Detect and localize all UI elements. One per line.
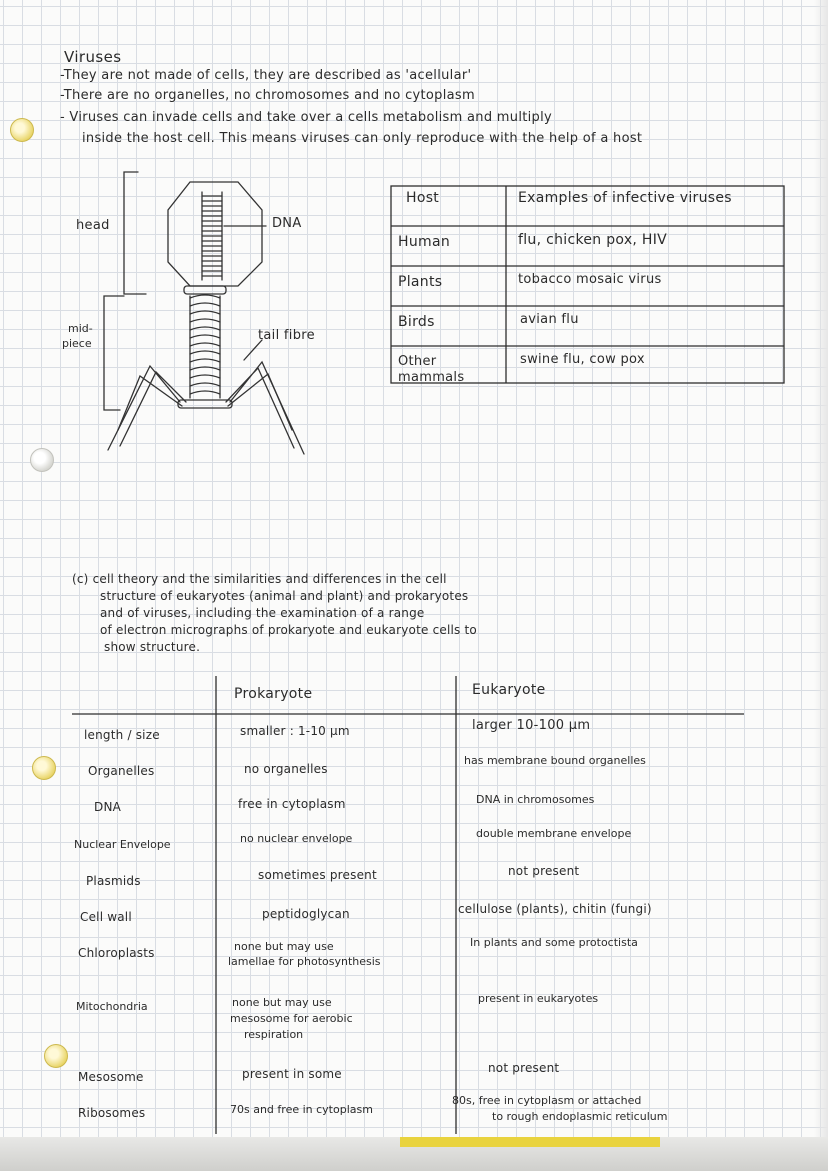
row-prokaryote-chloroplasts-2: lamellae for photosynthesis — [228, 955, 381, 968]
label-mid-piece-1: mid- — [68, 322, 93, 335]
row-prokaryote-mitochondria-2: mesosome for aerobic — [230, 1012, 353, 1025]
row-eukaryote-length: larger 10-100 µm — [472, 718, 591, 733]
host-row-4-viruses: swine flu, cow pox — [520, 352, 645, 367]
row-feature-organelles: Organelles — [88, 764, 155, 778]
label-tail-fibre: tail fibre — [258, 328, 315, 343]
row-feature-cell-wall: Cell wall — [80, 910, 132, 924]
row-eukaryote-organelles: has membrane bound organelles — [464, 754, 646, 767]
host-row-3-host: Birds — [398, 314, 435, 330]
label-mid-piece-2: piece — [62, 337, 92, 350]
label-head: head — [76, 218, 110, 233]
host-row-1-host: Human — [398, 234, 450, 250]
comparison-header-prokaryote: Prokaryote — [234, 686, 313, 702]
bullet-2: -There are no organelles, no chromosomes and no cytoplasm — [60, 88, 475, 103]
row-prokaryote-mitochondria-3: respiration — [244, 1028, 304, 1041]
row-feature-mesosome: Mesosome — [78, 1070, 144, 1084]
row-eukaryote-mitochondria: present in eukaryotes — [478, 992, 599, 1005]
row-eukaryote-nuclear-envelope: double membrane envelope — [476, 827, 632, 840]
host-row-3-viruses: avian flu — [520, 312, 579, 327]
row-prokaryote-dna: free in cytoplasm — [238, 797, 346, 811]
host-row-2-viruses: tobacco mosaic virus — [518, 272, 662, 287]
row-prokaryote-mitochondria-1: none but may use — [232, 996, 332, 1009]
row-prokaryote-mesosome: present in some — [242, 1067, 342, 1081]
row-feature-dna: DNA — [94, 800, 122, 814]
row-eukaryote-dna: DNA in chromosomes — [476, 793, 595, 806]
row-prokaryote-length: smaller : 1-10 µm — [240, 724, 350, 738]
bullet-3-continued: inside the host cell. This means viruses can only reproduce with the help of a host — [82, 131, 643, 146]
objective-line-4: of electron micrographs of prokaryote and eukaryote cells to — [100, 623, 477, 637]
row-prokaryote-organelles: no organelles — [244, 762, 328, 776]
bullet-3: - Viruses can invade cells and take over a cells metabolism and multiply — [60, 110, 552, 125]
row-feature-ribosomes: Ribosomes — [78, 1106, 146, 1120]
row-eukaryote-mesosome: not present — [488, 1061, 560, 1075]
row-eukaryote-ribosomes-1: 80s, free in cytoplasm or attached — [452, 1094, 642, 1107]
row-eukaryote-chloroplasts: In plants and some protoctista — [470, 936, 638, 949]
host-table-header-examples: Examples of infective viruses — [518, 190, 732, 206]
objective-line-3: and of viruses, including the examination of a range — [100, 606, 425, 620]
row-prokaryote-nuclear-envelope: no nuclear envelope — [240, 832, 353, 845]
row-feature-length: length / size — [84, 728, 160, 742]
row-feature-mitochondria: Mitochondria — [76, 1000, 148, 1013]
row-prokaryote-ribosomes: 70s and free in cytoplasm — [230, 1103, 373, 1116]
comparison-header-eukaryote: Eukaryote — [472, 682, 546, 698]
row-feature-nuclear-envelope: Nuclear Envelope — [74, 838, 171, 851]
row-eukaryote-ribosomes-2: to rough endoplasmic reticulum — [492, 1110, 668, 1123]
row-eukaryote-cell-wall: cellulose (plants), chitin (fungi) — [458, 902, 652, 916]
row-prokaryote-plasmids: sometimes present — [258, 868, 377, 882]
bullet-1: -They are not made of cells, they are described as 'acellular' — [60, 68, 472, 83]
row-feature-chloroplasts: Chloroplasts — [78, 946, 155, 960]
host-table-header-host: Host — [406, 190, 440, 206]
row-eukaryote-plasmids: not present — [508, 864, 580, 878]
row-prokaryote-cell-wall: peptidoglycan — [262, 907, 350, 921]
label-dna: DNA — [272, 216, 302, 231]
host-row-4-host: Other mammals — [398, 354, 465, 385]
section-title: Viruses — [64, 48, 122, 66]
objective-line-5: show structure. — [104, 640, 201, 654]
host-row-1-viruses: flu, chicken pox, HIV — [518, 232, 668, 248]
host-row-2-host: Plants — [398, 274, 443, 290]
row-prokaryote-chloroplasts-1: none but may use — [234, 940, 334, 953]
row-feature-plasmids: Plasmids — [86, 874, 141, 888]
objective-line-2: structure of eukaryotes (animal and plant) and prokaryotes — [100, 589, 469, 603]
objective-line-1: (c) cell theory and the similarities and differences in the cell — [72, 572, 447, 586]
